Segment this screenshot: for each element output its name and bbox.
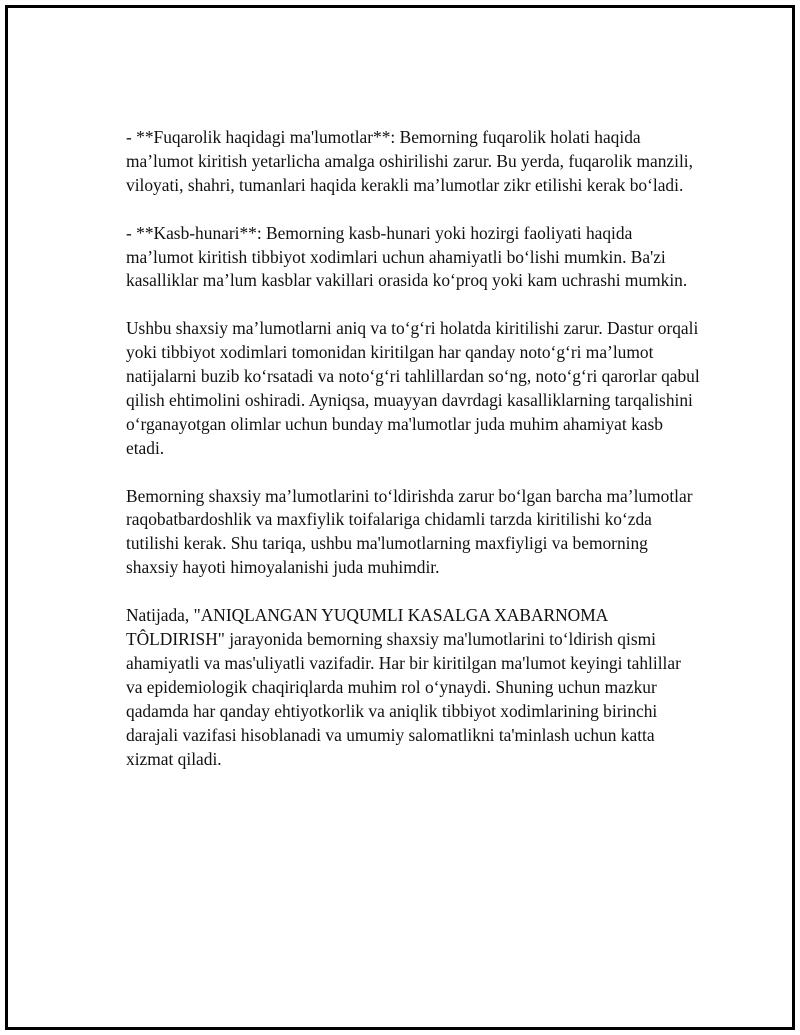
- paragraph-conclusion: Natijada, "ANIQLANGAN YUQUMLI KASALGA XABARNOMA TÔLDIRISH" jarayonida bemorning shaxsiy ma'lumotlarini to‘ldirish qismi ahamiyatli va mas'uliyatli vazifadir. Har bir kiritilgan ma'lumot keyingi tahlillar va epidemiologik chaqiriqlarda muhim rol o‘ynaydi. Shuning uchun mazkur qadamda har qanday ehtiyotkorlik va aniqlik tibbiyot xodimlarining birinchi darajali vazifasi hisoblanadi va umumiy salomatlikni ta'minlash uchun katta xizmat qiladi.: [126, 605, 681, 769]
- page-frame: [5, 5, 795, 1030]
- paragraph-profession: - **Kasb-hunari**: Bemorning kasb-hunari yoki hozirgi faoliyati haqida ma’lumot kiritish tibbiyot xodimlari uchun ahamiyatli bo‘lishi mumkin. Ba'zi kasalliklar ma’lum kasblar vakillari orasida ko‘proq yoki kam uchrashi mumkin.: [126, 222, 688, 291]
- document-body: [126, 126, 701, 771]
- paragraph-citizenship: - **Fuqarolik haqidagi ma'lumotlar**: Bemorning fuqarolik holati haqida ma’lumot kiritish yetarlicha amalga oshirilishi zarur. Bu yerda, fuqarolik manzili, viloyati, shahri, tumanlari haqida kerakli ma’lumotlar zikr etilishi kerak bo‘ladi.: [126, 127, 693, 195]
- paragraph-confidentiality: Bemorning shaxsiy ma’lumotlarini to‘ldirishda zarur bo‘lgan barcha ma’lumotlar raqobatbardoshlik va maxfiylik toifalariga chidamli tarzda kiritilishi ko‘zda tutilishi kerak. Shu tariqa, ushbu ma'lumotlarning maxfiyligi va bemorning shaxsiy hayoti himoyalanishi juda muhimdir.: [126, 485, 693, 578]
- paragraph-accuracy: Ushbu shaxsiy ma’lumotlarni aniq va to‘g‘ri holatda kiritilishi zarur. Dastur orqali yoki tibbiyot xodimlari tomonidan kiritilgan har qanday noto‘g‘ri ma’lumot natijalarni buzib ko‘rsatadi va noto‘g‘ri tahlillardan so‘ng, noto‘g‘ri qarorlar qabul qilish ehtimolini oshiradi. Ayniqsa, muayyan davrdagi kasalliklarning tarqalishini o‘rganayotgan olimlar uchun bunday ma'lumotlar juda muhim ahamiyat kasb etadi.: [126, 318, 700, 458]
